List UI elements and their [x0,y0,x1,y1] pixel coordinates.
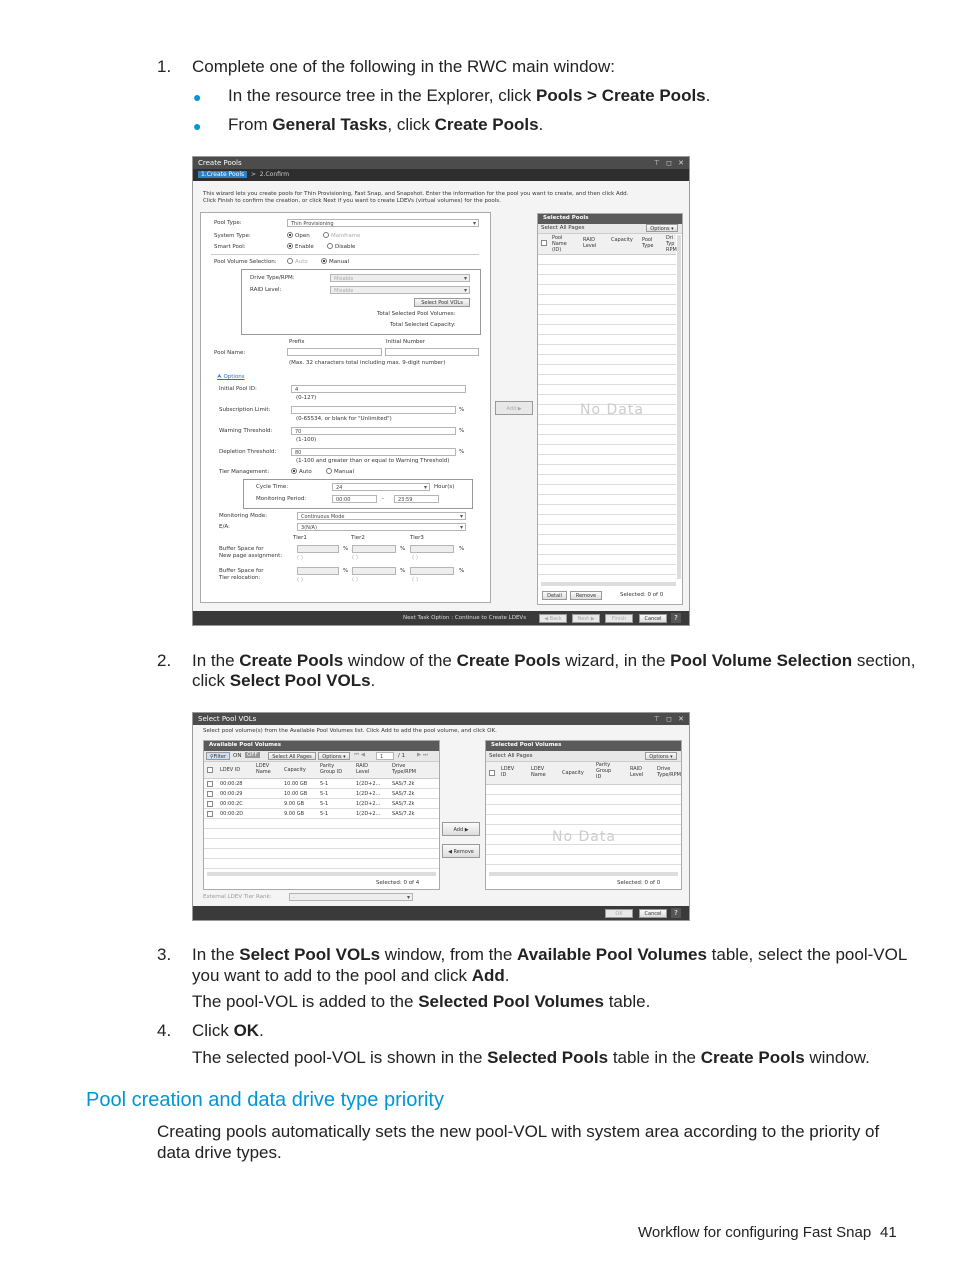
tier2-range: ( ) [352,577,359,583]
select-all-checkbox[interactable] [489,770,495,776]
table-cell: 9.00 GB [284,811,305,817]
step-3-number: 3. [157,945,172,964]
filter-button[interactable]: ⚲Filter [206,752,230,760]
table-cell: 9.00 GB [284,801,305,807]
wizard-breadcrumb: 1.Create Pools > 2.Confirm [193,169,689,181]
selected-pools-columns [538,234,676,255]
finish-button[interactable]: Finish [605,614,633,623]
system-type-mainframe-radio[interactable]: Mainframe [323,232,360,239]
step-1-text: Complete one of the following in the RWC main window: [192,57,616,76]
drive-type-label: Drive Type/RPM: [250,275,295,281]
depletion-hint: (1-100 and greater than or equal to Warning Threshold) [296,458,450,464]
footer-title: Workflow for configuring Fast Snap [638,1224,872,1241]
external-tier-rank-label: External LDEV Tier Rank: [203,894,272,900]
pct: % [459,568,465,574]
tier1-label: Tier1 [293,535,307,541]
warning-pct: % [459,428,465,434]
step-2-line-2: click Select Pool VOLs. [192,671,376,690]
step-3-line-1: In the Select Pool VOLs window, from the Available Pool Volumes table, select the pool-VOL [192,945,908,964]
pct: % [400,568,406,574]
available-volumes-panel [203,740,440,890]
buffer-reloc-tier3-input[interactable] [410,567,454,575]
options-link[interactable]: ⮝ Options [217,374,245,380]
col-raid-level[interactable]: RAID Level [356,763,370,775]
col-parity-group[interactable]: Parity Group ID [596,762,612,780]
section-heading: Pool creation and data drive type priority [86,1089,444,1111]
selected-grid [486,785,681,870]
tier1-range: ( ) [297,555,304,561]
available-volumes-header: Available Pool Volumes [204,741,439,754]
period-dash: - [382,496,384,502]
buffer-reloc-label-2: Tier relocation: [219,575,261,581]
tier2-range: ( ) [352,555,359,561]
options-button[interactable]: Options ▾ [646,224,678,232]
col-pool-type[interactable]: Pool Type [642,237,654,249]
cycle-time-label: Cycle Time: [256,484,289,490]
next-button[interactable]: Next ▶ [572,614,600,623]
help-icon[interactable]: ? [671,908,681,918]
step-2-number: 2. [157,651,172,670]
col-parity-group[interactable]: Parity Group ID [320,763,343,775]
pct: % [400,546,406,552]
table-cell: 1(2D+2... [356,791,381,797]
filter-on[interactable]: ON [233,753,242,759]
create-pools-window [192,156,690,626]
section-body-line-2: data drive types. [157,1143,282,1162]
total-selected-vols-label: Total Selected Pool Volumes: [377,311,456,317]
table-cell: 1(2D+2... [356,801,381,807]
subscription-limit-input[interactable] [291,406,456,414]
depletion-threshold-label: Depletion Threshold: [219,449,277,455]
select-pool-vols-button[interactable]: Select Pool VOLs [414,298,470,307]
initial-pool-id-input[interactable]: 4 [291,385,466,393]
table-cell: SAS/7.2k [392,801,415,807]
monitoring-mode-select[interactable]: Continuous Mode ▾ [297,512,466,520]
pool-name-number-input[interactable] [385,348,479,356]
selected-pools-toolbar [538,224,682,234]
cycle-box [243,479,473,509]
description-line-2: Click Finish to confirm the creation, or click Next if you want to create LDEVs (virtual volumes) for the pools. [203,198,501,204]
selected-volumes-panel [485,740,682,890]
warning-threshold-input[interactable]: 70 [291,427,456,435]
selected-count: Selected: 0 of 0 [617,880,661,886]
bullet-icon: ● [193,118,202,134]
next-task-option[interactable]: Next Task Option : Continue to Create LDEVs [403,615,527,621]
table-cell: 10.00 GB [284,791,308,797]
subscription-hint: (0-65534, or blank for "Unlimited") [296,416,392,422]
back-button[interactable]: ◀ Back [539,614,567,623]
table-row[interactable] [204,789,439,799]
step-4-number: 4. [157,1021,172,1040]
col-raid-level[interactable]: RAID Level [630,766,644,778]
selected-count: Selected: 0 of 0 [620,592,664,598]
table-cell: 1(2D+2... [356,811,381,817]
buffer-reloc-tier2-input[interactable] [352,567,396,575]
warning-threshold-label: Warning Threshold: [219,428,273,434]
row-checkbox[interactable] [207,811,213,817]
step-3-note: The pool-VOL is added to the Selected Pool Volumes table. [192,992,651,1011]
table-row[interactable] [204,809,439,819]
step-4-note: The selected pool-VOL is shown in the Selected Pools table in the Create Pools window. [192,1048,870,1067]
subscription-pct: % [459,407,465,413]
pool-name-label: Pool Name: [214,350,246,356]
settings-panel [200,212,491,603]
hours-label: Hour(s) [434,484,455,490]
col-ldev-id[interactable]: LDEV ID [501,766,515,778]
select-all-pages-button[interactable]: Select All Pages [268,752,316,760]
subscription-limit-label: Subscription Limit: [219,407,271,413]
table-cell: 00:00:29 [220,791,243,797]
table-cell: 5-1 [320,811,329,817]
options-button[interactable]: Options ▾ [645,752,677,760]
monitoring-mode-label: Monitoring Mode: [219,513,267,519]
tier2-label: Tier2 [351,535,365,541]
wizard-bottom-bar [193,611,689,625]
horizontal-scrollbar[interactable] [489,872,678,876]
depletion-threshold-input[interactable]: 80 [291,448,456,456]
no-data-label: No Data [552,829,616,845]
table-row[interactable] [204,799,439,809]
ea-select[interactable]: 3(N/A) ▾ [297,523,466,531]
initial-pool-id-label: Initial Pool ID: [219,386,257,392]
table-cell: 5-1 [320,791,329,797]
bullet-icon: ● [193,89,202,105]
table-cell: 5-1 [320,781,329,787]
pool-id-range: (0-127) [296,395,317,401]
pct: % [459,546,465,552]
help-icon[interactable]: ? [671,613,681,623]
filter-off[interactable]: OFF [247,752,258,758]
pool-type-label: Pool Type: [214,220,242,226]
smart-pool-disable-radio[interactable]: Disable [327,243,355,250]
vertical-scrollbar[interactable] [677,235,681,579]
horizontal-scrollbar[interactable] [207,872,436,876]
step-1-number: 1. [157,57,172,76]
prefix-label: Prefix [289,339,305,345]
table-cell: 00:00:2D [220,811,244,817]
cancel-button[interactable]: Cancel [639,909,667,918]
table-row[interactable] [204,779,439,789]
raid-level-select[interactable]: Mixable ▾ [330,286,470,294]
page-input[interactable]: 1 [376,752,394,760]
select-all-checkbox[interactable] [207,767,213,773]
select-all-pages-button[interactable]: Select All Pages [489,753,533,759]
buffer-new-label-1: Buffer Space for [219,546,264,552]
wizard-description [203,191,679,205]
select-all-pages-button[interactable]: Select All Pages [541,225,585,231]
col-pool-name[interactable]: Pool Name (ID) [552,235,567,253]
table-cell: 10.00 GB [284,781,308,787]
col-drive-type[interactable]: Drive Type/RPM [657,766,681,778]
col-drive-type[interactable]: Dri Typ RPM [666,235,677,253]
cancel-button[interactable]: Cancel [639,614,667,623]
detail-button[interactable]: Detail [542,591,567,600]
col-raid-level[interactable]: RAID Level [583,237,597,249]
depletion-pct: % [459,449,465,455]
tier-management-label: Tier Management: [219,469,270,475]
pvs-manual-radio[interactable]: Manual [321,258,349,265]
tier-auto-radio[interactable]: Auto [291,468,312,475]
first-page-icon[interactable]: ⏮ ◀ [354,752,365,758]
external-tier-rank-select[interactable]: - ▾ [289,893,413,901]
add-button[interactable]: Add ▶ [442,822,480,836]
section-body-line-1: Creating pools automatically sets the new pool-VOL with system area according to the priority of [157,1122,880,1141]
remove-button[interactable]: ◀ Remove [442,844,480,858]
smart-pool-label: Smart Pool: [214,244,246,250]
tier1-range: ( ) [297,577,304,583]
table-cell: 5-1 [320,801,329,807]
remove-button[interactable]: Remove [570,591,602,600]
available-columns [204,762,439,779]
table-cell: 1(2D+2... [356,781,381,787]
table-cell: 00:00:2C [220,801,243,807]
col-ldev-id[interactable]: LDEV ID [220,767,241,773]
step-1-bullet-1: In the resource tree in the Explorer, click Pools > Create Pools. [228,86,711,105]
available-selected-count: Selected: 0 of 4 [376,880,420,886]
buffer-new-tier3-input[interactable] [410,545,454,553]
row-checkbox[interactable] [207,781,213,787]
horizontal-scrollbar[interactable] [541,582,676,586]
col-drive-type[interactable]: Drive Type/RPM [392,763,416,775]
initial-number-label: Initial Number [386,339,426,345]
monitoring-end-input[interactable]: 23:59 [394,495,439,503]
warning-range: (1-100) [296,437,317,443]
crumb-step-1: 1.Create Pools [198,171,247,178]
window-bottom-bar [193,906,689,920]
row-checkbox[interactable] [207,791,213,797]
step-4-text: Click OK. [192,1021,264,1040]
step-1-bullet-2: From General Tasks, click Create Pools. [228,115,544,134]
system-type-label: System Type: [214,233,251,239]
pvs-auto-radio[interactable]: Auto [287,258,308,265]
smart-pool-enable-radio[interactable]: Enable [287,243,314,250]
selected-volumes-header: Selected Pool Volumes [486,741,681,754]
pool-name-prefix-input[interactable] [287,348,382,356]
available-toolbar [204,751,439,762]
tier-manual-radio[interactable]: Manual [326,468,354,475]
col-capacity[interactable]: Capacity [562,770,584,776]
col-ldev-name[interactable]: LDEV Name [256,763,271,775]
buffer-new-tier2-input[interactable] [352,545,396,553]
select-all-checkbox[interactable] [541,240,547,246]
select-pool-vols-window [192,712,690,921]
raid-level-label: RAID Level: [250,287,282,293]
table-cell: 00:00:28 [220,781,243,787]
add-button[interactable]: Add ▶ [495,401,533,415]
pool-type-select[interactable]: Thin Provisioning ▾ [287,219,479,227]
page-number: 41 [880,1224,897,1241]
monitoring-period-label: Monitoring Period: [256,496,307,502]
step-2-line-1: In the Create Pools window of the Create Pools wizard, in the Pool Volume Selection section, [192,651,916,670]
ea-label: E/A: [219,524,230,530]
description-line-1: This wizard lets you create pools for Thin Provisioning, Fast Snap, and Snapshot. Enter the information for the pool you want to create, and then click Add. [203,191,629,197]
options-button[interactable]: Options ▾ [318,752,350,760]
window-controls[interactable]: ⊤ ◻ ✕ [653,715,686,723]
pct: % [343,546,349,552]
pct: % [343,568,349,574]
tier3-label: Tier3 [410,535,424,541]
monitoring-start-input[interactable]: 00:00 [332,495,377,503]
buffer-new-label-2: New page assignment: [219,553,283,559]
window-description: Select pool volume(s) from the Available Pool Volumes list. Click Add to add the pool volume, and click OK. [203,728,497,734]
system-type-open-radio[interactable]: Open [287,232,310,239]
selected-toolbar [486,751,681,762]
col-ldev-name[interactable]: LDEV Name [531,766,546,778]
cycle-time-select[interactable]: 24 ▾ [332,483,430,491]
no-data-label: No Data [580,402,644,418]
row-checkbox[interactable] [207,801,213,807]
window-controls[interactable]: ⊤ ◻ ✕ [653,159,686,167]
window-title: Create Pools [193,157,689,169]
pool-volume-selection-label: Pool Volume Selection: [214,259,277,265]
col-capacity[interactable]: Capacity [611,237,633,243]
tier3-range: ( ) [412,555,419,561]
table-cell: SAS/7.2k [392,811,415,817]
crumb-step-2: 2.Confirm [259,171,290,178]
window-title: Select Pool VOLs [193,713,689,725]
pool-volume-box [241,269,481,335]
page-total: / 1 [398,753,406,759]
drive-type-select[interactable]: Mixable ▾ [330,274,470,282]
pool-name-hint: (Max. 32 characters total including max. 9-digit number) [289,360,446,366]
buffer-reloc-label-1: Buffer Space for [219,568,264,574]
col-capacity[interactable]: Capacity [284,767,306,773]
buffer-reloc-tier1-input[interactable] [297,567,339,575]
tier3-range: ( ) [412,577,419,583]
table-cell: SAS/7.2k [392,781,415,787]
selected-pools-panel [537,213,683,605]
last-page-icon[interactable]: ▶ ⏭ [417,752,428,758]
selected-pools-header: Selected Pools [538,214,682,227]
total-selected-capacity-label: Total Selected Capacity: [390,322,456,328]
step-3-line-2: you want to add to the pool and click Add. [192,966,510,985]
table-cell: SAS/7.2k [392,791,415,797]
selected-columns [486,762,681,785]
divider [211,254,479,255]
ok-button[interactable]: OK [605,909,633,918]
buffer-new-tier1-input[interactable] [297,545,339,553]
